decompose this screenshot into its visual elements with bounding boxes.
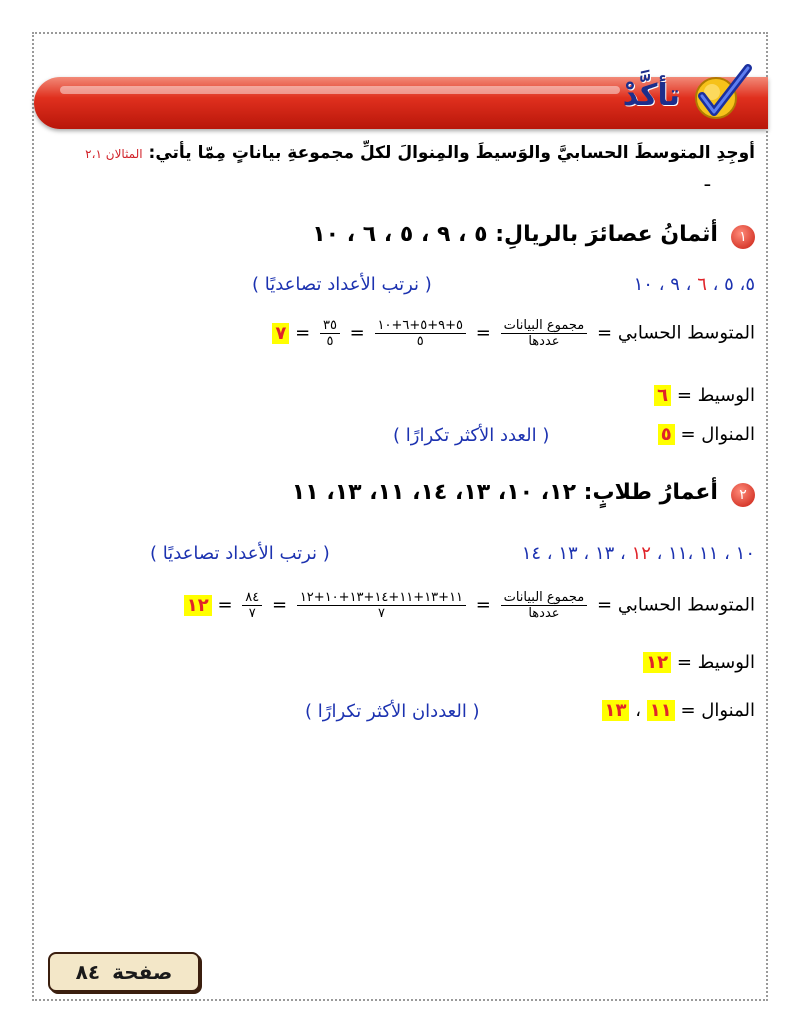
- median-label: الوسيط =: [676, 385, 755, 406]
- mode-answer-2: ١٣: [602, 700, 630, 721]
- q2-mean-line: المتوسط الحسابي = $\frac{\text{مجموع البيانات}}{\text{عددها}}$ = $\frac{١١+١٣+١١+١٤+١٣+١٠+١٢}{٧}$ = $\frac{٨٤}{٧}$ = ١٢: [184, 590, 755, 621]
- sum-fraction: [375, 318, 467, 349]
- mode-answer-1: ١١: [647, 700, 675, 721]
- sum-fraction: [297, 590, 466, 621]
- mean-label: المتوسط الحسابي =: [597, 322, 755, 344]
- q1-median-line: [654, 385, 755, 406]
- fraction-denominator: عددها: [528, 606, 560, 621]
- instruction-text: أوجِدِ المتوسطَ الحسابيَّ والوَسيطَ والمِنوالَ لكلِّ مجموعةِ بياناتٍ مِمّا يأتي:: [148, 143, 755, 163]
- mean-answer: ١٢: [184, 595, 212, 616]
- q1-mode-note: ( العدد الأكثر تكرارًا ): [393, 425, 550, 446]
- median-label: الوسيط =: [676, 652, 755, 673]
- q2-mode-note: ( العددان الأكثر تكرارًا ): [305, 701, 480, 722]
- q2-sorted-line: [522, 543, 755, 564]
- fraction-denominator: ٥: [326, 334, 334, 349]
- mode-label: المنوال =: [680, 424, 755, 445]
- page-number-box: [48, 952, 200, 992]
- mode-separator: ،: [635, 700, 642, 721]
- fraction-numerator: مجموع البيانات: [501, 590, 588, 606]
- q2-sorted-post: ، ١٣ ، ١٣ ، ١٤: [521, 543, 632, 564]
- mode-label: المنوال =: [680, 700, 755, 721]
- q1-sorted-middle: ٦: [697, 274, 707, 295]
- instruction-line: [85, 143, 755, 163]
- mean-label: المتوسط الحسابي =: [597, 594, 755, 616]
- question-title: أثمانُ عصائرَ بالريالِ: ٥ ، ٩ ، ٥ ، ٦ ، ١٠: [312, 222, 718, 247]
- example-reference: المثالان ٢،١: [85, 147, 143, 161]
- fraction-denominator: عددها: [528, 334, 560, 349]
- fraction-numerator: ١١+١٣+١١+١٤+١٣+١٠+١٢: [297, 590, 466, 606]
- total-fraction: [320, 318, 340, 349]
- fraction-numerator: مجموع البيانات: [501, 318, 588, 334]
- fraction-numerator: ٣٥: [320, 318, 340, 334]
- q2-sorted-middle: ١٢: [631, 543, 651, 564]
- q1-sorted-post: ، ٩ ، ١٠: [633, 274, 698, 295]
- question-title: أعمارُ طلابٍ: ١٢، ١٠، ١٣، ١٤، ١١، ١٣، ١١: [291, 480, 718, 505]
- q1-sorted-pre: ٥، ٥ ،: [706, 274, 755, 295]
- question-number-badge: ٢: [731, 483, 755, 507]
- median-answer: ٦: [654, 385, 671, 406]
- page-border: [32, 32, 768, 1001]
- question-1: [312, 222, 755, 249]
- q2-sorted-pre: ١٠ ، ١١ ،١١ ،: [650, 543, 755, 564]
- q1-sorted-line: [634, 274, 755, 295]
- fraction-denominator: ٥: [416, 334, 424, 349]
- q1-mean-line: المتوسط الحسابي = $\frac{\text{مجموع البيانات}}{\text{عددها}}$ = $\frac{٥+٩+٥+٦+١٠}{٥}$ = $\frac{٣٥}{٥}$ = ٧: [272, 318, 755, 349]
- median-answer: ١٢: [643, 652, 671, 673]
- question-2: [292, 480, 755, 507]
- fraction-numerator: ٥+٩+٥+٦+١٠: [375, 318, 467, 334]
- fraction-numerator: ٨٤: [242, 590, 262, 606]
- fraction-denominator: ٧: [377, 606, 385, 621]
- page-word: صفحة: [112, 960, 173, 984]
- page-number: ٨٤: [75, 960, 101, 984]
- q1-sorted-note: ( نرتب الأعداد تصاعديًا ): [252, 274, 432, 295]
- stray-mark: ـ: [704, 170, 710, 191]
- q2-mode-line: [602, 700, 756, 721]
- total-fraction: [242, 590, 262, 621]
- mode-answer: ٥: [658, 424, 675, 445]
- q2-sorted-note: ( نرتب الأعداد تصاعديًا ): [150, 543, 330, 564]
- formula-fraction: [501, 318, 588, 349]
- section-title: تأكَّدْ: [622, 78, 680, 113]
- mean-answer: ٧: [272, 323, 289, 344]
- formula-fraction: [501, 590, 588, 621]
- q2-median-line: [643, 652, 755, 673]
- checkmark-icon: [690, 62, 754, 126]
- question-number-badge: ١: [731, 225, 755, 249]
- q1-mode-line: [658, 424, 755, 445]
- fraction-denominator: ٧: [248, 606, 256, 621]
- banner-shine: [60, 86, 620, 94]
